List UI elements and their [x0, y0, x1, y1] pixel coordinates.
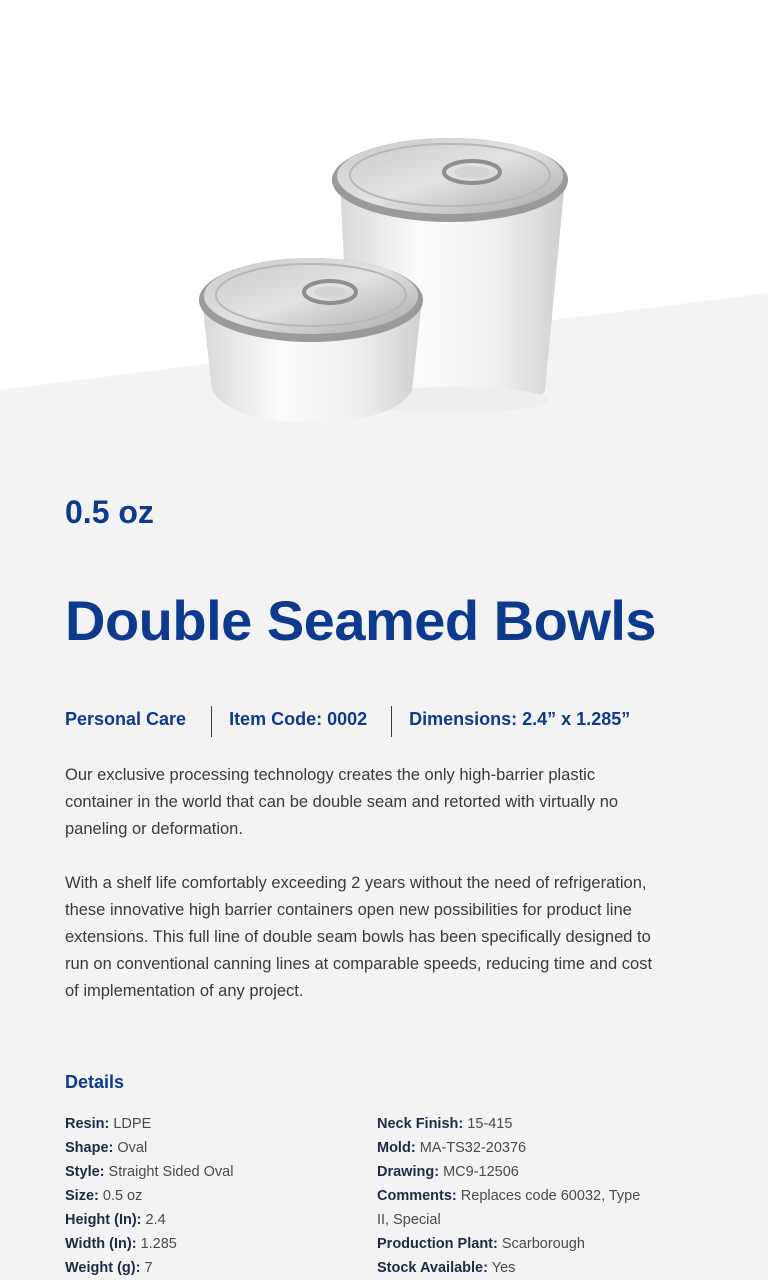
detail-key: Drawing:: [377, 1164, 440, 1180]
product-meta: [65, 706, 630, 738]
meta-divider: [211, 706, 212, 737]
product-size: 0.5 oz: [65, 494, 154, 530]
details-left-column: [65, 1112, 355, 1280]
detail-mold: [377, 1136, 647, 1160]
detail-drawing: [377, 1160, 647, 1184]
item-code: Item Code: 0002: [229, 709, 368, 729]
detail-key: Comments:: [377, 1188, 457, 1204]
detail-value: LDPE: [113, 1116, 152, 1132]
detail-key: Shape:: [65, 1140, 114, 1156]
detail-shape: [65, 1136, 355, 1160]
detail-key: Width (In):: [65, 1236, 137, 1252]
detail-weight: [65, 1256, 355, 1280]
detail-key: Stock Available:: [377, 1260, 488, 1276]
detail-value: 2.4: [145, 1212, 166, 1228]
detail-value: Yes: [491, 1260, 516, 1276]
detail-value: Oval: [117, 1140, 148, 1156]
detail-stock: [377, 1256, 647, 1280]
details-right-column: [377, 1112, 647, 1280]
detail-value: Straight Sided Oval: [108, 1164, 234, 1180]
product-title: Double Seamed Bowls: [65, 589, 657, 652]
detail-key: Weight (g):: [65, 1260, 141, 1276]
detail-value: Replaces code 60032, Type II, Special: [377, 1188, 641, 1228]
detail-key: Production Plant:: [377, 1236, 498, 1252]
detail-value: 15-415: [467, 1116, 513, 1132]
detail-size: [65, 1184, 355, 1208]
category-label: Personal Care: [65, 709, 187, 729]
detail-value: Scarborough: [501, 1236, 585, 1252]
detail-key: Neck Finish:: [377, 1116, 464, 1132]
detail-key: Size:: [65, 1188, 99, 1204]
detail-neck-finish: [377, 1112, 647, 1136]
description-paragraph: With a shelf life comfortably exceeding 2 years without the need of refrigeration, these innovative high barrier containers open new possibilities for product line extensions. This full line of double seam bowls has been specifically designed to run on conventional canning lines at comparable speeds, reducing time and cost of implementation of any project.: [65, 874, 653, 1000]
detail-width: [65, 1232, 355, 1256]
detail-key: Height (In):: [65, 1212, 142, 1228]
detail-value: MC9-12506: [443, 1164, 519, 1180]
detail-value: MA-TS32-20376: [419, 1140, 527, 1156]
detail-style: [65, 1160, 355, 1184]
detail-comments: [377, 1184, 647, 1232]
detail-value: 7: [144, 1260, 153, 1276]
description-paragraph: Our exclusive processing technology creates the only high-barrier plastic container in the world that can be double seam and retorted with virtually no paneling or deformation.: [65, 766, 619, 838]
dimensions: Dimensions: 2.4” x 1.285”: [409, 709, 631, 729]
product-image: [190, 120, 590, 480]
detail-key: Mold:: [377, 1140, 416, 1156]
detail-height: [65, 1208, 355, 1232]
detail-production-plant: [377, 1232, 647, 1256]
detail-key: Resin:: [65, 1116, 110, 1132]
detail-value: 1.285: [140, 1236, 177, 1252]
detail-resin: [65, 1112, 355, 1136]
meta-divider: [391, 706, 392, 737]
detail-key: Style:: [65, 1164, 105, 1180]
detail-value: 0.5 oz: [102, 1188, 143, 1204]
details-heading: Details: [65, 1072, 125, 1092]
